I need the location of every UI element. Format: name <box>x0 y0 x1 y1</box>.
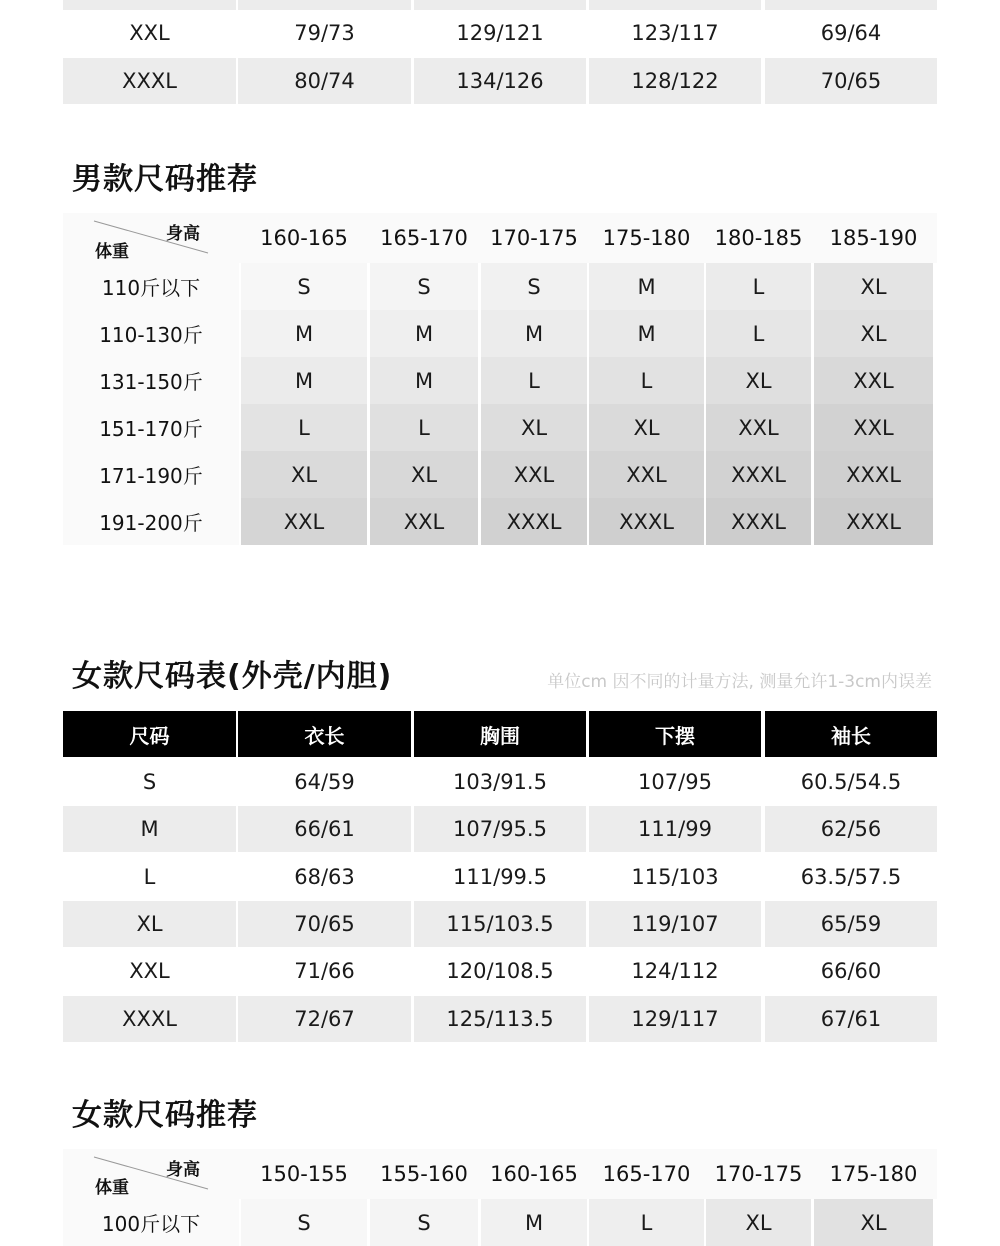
table-header-cell: 袖长 <box>765 711 937 757</box>
height-column-label: 175-180 <box>602 226 691 250</box>
height-column-label: 160-165 <box>490 1162 578 1186</box>
recommended-size-cell: S <box>241 1199 367 1246</box>
recommended-size-cell: S <box>370 1199 478 1246</box>
table-cell: 69/64 <box>820 21 882 45</box>
table-cell: S <box>142 770 157 794</box>
table-cell: 71/66 <box>294 959 355 983</box>
recommended-size-cell: XXXL <box>589 498 704 545</box>
recommended-size-cell: XXL <box>814 357 933 404</box>
recommended-size-cell: M <box>370 310 478 357</box>
recommended-size-cell: S <box>370 263 478 310</box>
table-cell: 134/126 <box>414 58 586 104</box>
recommended-size-cell: L <box>370 404 478 451</box>
recommended-size-cell: XL <box>814 310 933 357</box>
height-column-label: 170-175 <box>490 226 578 250</box>
height-column-label: 160-165 <box>260 226 348 250</box>
table-cell: 72/67 <box>238 996 411 1042</box>
table-header-cell: 尺码 <box>63 711 236 757</box>
table-cell: 63.5/57.5 <box>800 865 902 889</box>
table-cell: 129/121 <box>456 21 544 45</box>
table-cell: 60.5/54.5 <box>800 770 902 794</box>
table-cell: XXL <box>129 959 170 983</box>
table-cell: 66/60 <box>820 959 882 983</box>
table-cell: L <box>143 865 156 889</box>
height-column-label: 180-185 <box>714 226 803 250</box>
recommended-size-cell: XL <box>589 404 704 451</box>
table-cell: 67/61 <box>765 996 937 1042</box>
recommended-size-cell: L <box>589 1199 704 1246</box>
recommended-size-cell: M <box>481 310 587 357</box>
recommended-size-cell: XXL <box>706 404 811 451</box>
recommended-size-cell: XXL <box>589 451 704 498</box>
recommended-size-cell: M <box>589 310 704 357</box>
table-cell: 111/99 <box>589 806 761 852</box>
recommended-size-cell: M <box>481 1199 587 1246</box>
recommended-size-cell: XL <box>706 357 811 404</box>
table-cell: 64/59 <box>294 770 355 794</box>
table-cell: 68/63 <box>294 865 355 889</box>
recommended-size-cell: M <box>589 263 704 310</box>
recommended-size-cell: XXL <box>814 404 933 451</box>
recommended-size-cell: XXL <box>370 498 478 545</box>
table-cell: 115/103.5 <box>414 901 586 947</box>
table-cell: 70/65 <box>765 58 937 104</box>
recommended-size-cell: S <box>481 263 587 310</box>
recommended-size-cell: XL <box>370 451 478 498</box>
weight-row-label: 110斤以下 <box>63 263 239 310</box>
recommended-size-cell: M <box>370 357 478 404</box>
table-cell: 120/108.5 <box>446 959 554 983</box>
height-column-label: 165-170 <box>380 226 468 250</box>
table-cell: 79/73 <box>294 21 355 45</box>
recommended-size-cell: XXXL <box>706 451 811 498</box>
weight-row-label: 191-200斤 <box>63 498 239 545</box>
table-cell: 129/117 <box>589 996 761 1042</box>
recommended-size-cell: M <box>241 310 367 357</box>
recommended-size-cell: XXXL <box>814 451 933 498</box>
table-cell: 103/91.5 <box>453 770 547 794</box>
table-cell: 65/59 <box>765 901 937 947</box>
corner-weight-label: 体重 <box>95 1178 129 1198</box>
table-cell: 128/122 <box>589 58 761 104</box>
measurement-note: 单位cm 因不同的计量方法, 测量允许1-3cm内误差 <box>547 672 932 692</box>
weight-row-label: 171-190斤 <box>63 451 239 498</box>
corner-height-label: 身高 <box>166 1160 200 1180</box>
recommended-size-cell: L <box>706 310 811 357</box>
recommended-size-cell: L <box>241 404 367 451</box>
table-cell: 124/112 <box>631 959 719 983</box>
height-column-label: 155-160 <box>380 1162 468 1186</box>
recommended-size-cell: XL <box>706 1199 811 1246</box>
table-cell: M <box>63 806 236 852</box>
table-header-cell: 胸围 <box>414 711 586 757</box>
corner-weight-label: 体重 <box>95 242 129 262</box>
table-cell: 123/117 <box>631 21 719 45</box>
height-column-label: 175-180 <box>829 1162 918 1186</box>
recommended-size-cell: M <box>241 357 367 404</box>
height-column-label: 170-175 <box>714 1162 803 1186</box>
recommended-size-cell: XL <box>814 1199 933 1246</box>
corner-height-label: 身高 <box>166 224 200 244</box>
recommended-size-cell: XXXL <box>706 498 811 545</box>
men-recommendation-title: 男款尺码推荐 <box>72 162 258 197</box>
table-cell: 70/65 <box>238 901 411 947</box>
table-cell: 66/61 <box>238 806 411 852</box>
recommended-size-cell: L <box>481 357 587 404</box>
table-cell: 107/95.5 <box>414 806 586 852</box>
recommended-size-cell: L <box>589 357 704 404</box>
height-column-label: 185-190 <box>829 226 918 250</box>
recommended-size-cell: XL <box>241 451 367 498</box>
table-cell: XXL <box>129 21 170 45</box>
recommended-size-cell: XXL <box>241 498 367 545</box>
recommended-size-cell: XXXL <box>481 498 587 545</box>
table-cell: XL <box>63 901 236 947</box>
recommended-size-cell: XL <box>814 263 933 310</box>
table-cell: 125/113.5 <box>414 996 586 1042</box>
weight-row-label: 151-170斤 <box>63 404 239 451</box>
recommended-size-cell: XL <box>481 404 587 451</box>
recommended-size-cell: S <box>241 263 367 310</box>
table-header-cell: 衣长 <box>238 711 411 757</box>
weight-row-label: 131-150斤 <box>63 357 239 404</box>
women-size-chart-title: 女款尺码表(外壳/内胆) <box>72 659 393 694</box>
women-recommendation-title: 女款尺码推荐 <box>72 1098 258 1133</box>
weight-row-label: 110-130斤 <box>63 310 239 357</box>
table-header-cell: 下摆 <box>589 711 761 757</box>
recommended-size-cell: XXL <box>481 451 587 498</box>
table-cell: 115/103 <box>631 865 719 889</box>
table-cell: 107/95 <box>638 770 712 794</box>
recommended-size-cell: XXXL <box>814 498 933 545</box>
height-column-label: 165-170 <box>602 1162 691 1186</box>
recommended-size-cell: L <box>706 263 811 310</box>
table-cell: XXXL <box>63 996 236 1042</box>
table-cell: XXXL <box>63 58 236 104</box>
height-column-label: 150-155 <box>260 1162 348 1186</box>
table-cell: 62/56 <box>765 806 937 852</box>
weight-row-label: 100斤以下 <box>63 1199 239 1246</box>
table-cell: 80/74 <box>238 58 411 104</box>
table-cell: 111/99.5 <box>453 865 547 889</box>
table-cell: 119/107 <box>589 901 761 947</box>
